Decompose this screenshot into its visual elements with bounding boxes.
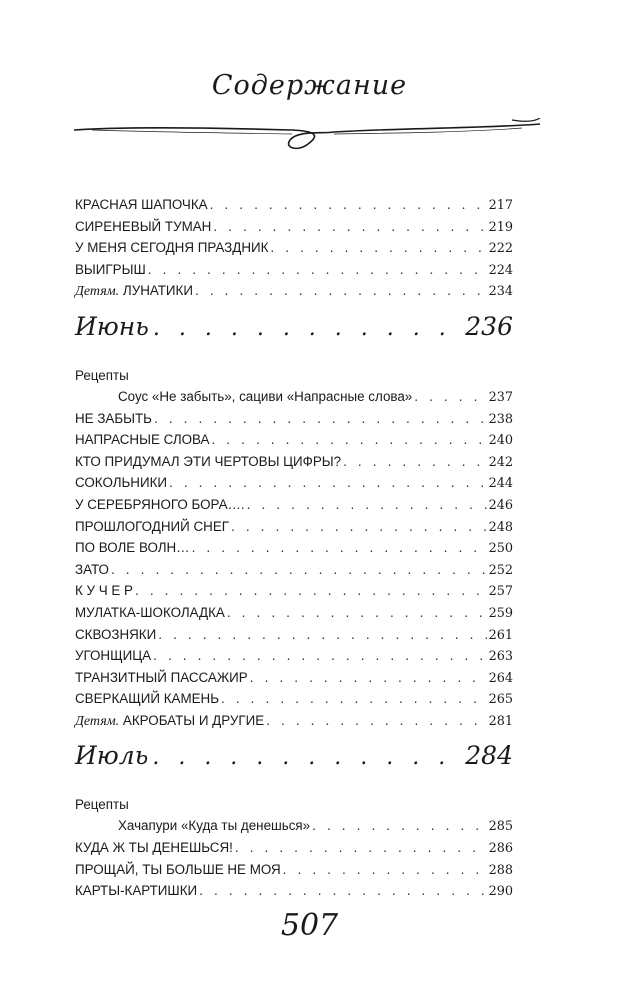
leader-dots bbox=[154, 409, 487, 431]
month-heading-june[interactable]: Июнь . . . 236 bbox=[75, 312, 513, 358]
toc-entry[interactable]: ЗАТО . . . 252 bbox=[75, 559, 513, 581]
toc-entry[interactable]: КРАСНАЯ ШАПОЧКА . . . 217 bbox=[75, 194, 513, 216]
leader-dots bbox=[111, 560, 487, 582]
toc-entry-recipe[interactable]: Хачапури «Куда ты денешься» . . . 285 bbox=[75, 815, 513, 837]
page-number: 507 bbox=[280, 908, 339, 943]
month-heading-july[interactable]: Июль . . . 284 bbox=[75, 741, 513, 787]
leader-dots bbox=[266, 711, 486, 733]
leader-dots bbox=[312, 816, 486, 838]
leader-dots bbox=[199, 881, 486, 903]
toc-entry[interactable]: УГОНЩИЦА . . . 263 bbox=[75, 645, 513, 667]
ornament-divider bbox=[72, 118, 542, 168]
leader-dots bbox=[153, 646, 486, 668]
toc-entry[interactable]: ПРОШЛОГОДНИЙ СНЕГ . . . 248 bbox=[75, 516, 513, 538]
toc-entry[interactable]: МУЛАТКА-ШОКОЛАДКА . . . 259 bbox=[75, 602, 513, 624]
toc-entry[interactable]: ПО ВОЛЕ ВОЛН… . . . 250 bbox=[75, 537, 513, 559]
toc-entry[interactable]: Детям. АКРОБАТЫ И ДРУГИЕ . . . 281 bbox=[75, 710, 513, 732]
toc-entry[interactable]: ТРАНЗИТНЫЙ ПАССАЖИР . . . 264 bbox=[75, 667, 513, 689]
toc-entry[interactable]: СИРЕНЕВЫЙ ТУМАН . . . 219 bbox=[75, 216, 513, 238]
toc-entry[interactable]: К У Ч Е Р . . . 257 bbox=[75, 580, 513, 602]
section-may-tail bbox=[75, 194, 513, 302]
leader-dots bbox=[235, 838, 487, 860]
toc-entry[interactable]: У СЕРЕБРЯНОГО БОРА…. . . . 246 bbox=[75, 494, 513, 516]
leader-dots bbox=[250, 668, 487, 690]
toc-entry[interactable]: СКВОЗНЯКИ . . . 261 bbox=[75, 624, 513, 646]
leader-dots bbox=[153, 316, 461, 341]
page-title: Содержание bbox=[211, 70, 408, 101]
toc-entry[interactable]: КАРТЫ-КАРТИШКИ . . . 290 bbox=[75, 880, 513, 902]
toc-entry[interactable]: СВЕРКАЩИЙ КАМЕНЬ . . . 265 bbox=[75, 688, 513, 710]
leader-dots bbox=[231, 517, 487, 539]
leader-dots bbox=[210, 195, 487, 217]
leader-dots bbox=[192, 538, 487, 560]
toc-entry[interactable]: СОКОЛЬНИКИ . . . 244 bbox=[75, 472, 513, 494]
toc-entry[interactable]: КТО ПРИДУМАЛ ЭТИ ЧЕРТОВЫ ЦИФРЫ? . . . 242 bbox=[75, 451, 513, 473]
toc-entry[interactable]: Детям. ЛУНАТИКИ . . . 234 bbox=[75, 280, 513, 302]
leader-dots bbox=[213, 217, 486, 239]
leader-dots bbox=[227, 603, 487, 625]
leader-dots bbox=[158, 625, 486, 647]
leader-dots bbox=[135, 581, 487, 603]
toc-entry[interactable]: ВЫИГРЫШ . . . 224 bbox=[75, 259, 513, 281]
leader-dots bbox=[152, 745, 461, 770]
leader-dots bbox=[270, 238, 486, 260]
toc-entry[interactable]: НЕ ЗАБЫТЬ . . . 238 bbox=[75, 408, 513, 430]
toc-entry[interactable]: ПРОЩАЙ, ТЫ БОЛЬШЕ НЕ МОЯ . . . 288 bbox=[75, 859, 513, 881]
toc-entry[interactable]: КУДА Ж ТЫ ДЕНЕШЬСЯ! . . . 286 bbox=[75, 837, 513, 859]
toc-entry[interactable]: У МЕНЯ СЕГОДНЯ ПРАЗДНИК . . . 222 bbox=[75, 237, 513, 259]
recipes-label: Рецепты bbox=[75, 797, 129, 813]
leader-dots bbox=[343, 452, 486, 474]
toc-entry-recipe[interactable]: Соус «Не забыть», сациви «Напрасные слова» . . . 237 bbox=[75, 386, 513, 408]
leader-dots bbox=[414, 387, 486, 409]
leader-dots bbox=[169, 473, 487, 495]
leader-dots bbox=[283, 860, 487, 882]
leader-dots bbox=[221, 689, 487, 711]
leader-dots bbox=[148, 260, 487, 282]
table-of-contents bbox=[75, 194, 513, 902]
leader-dots bbox=[195, 281, 487, 303]
leader-dots bbox=[247, 495, 487, 517]
toc-entry[interactable]: НАПРАСНЫЕ СЛОВА . . . 240 bbox=[75, 429, 513, 451]
leader-dots bbox=[211, 430, 486, 452]
recipes-label: Рецепты bbox=[75, 367, 129, 383]
